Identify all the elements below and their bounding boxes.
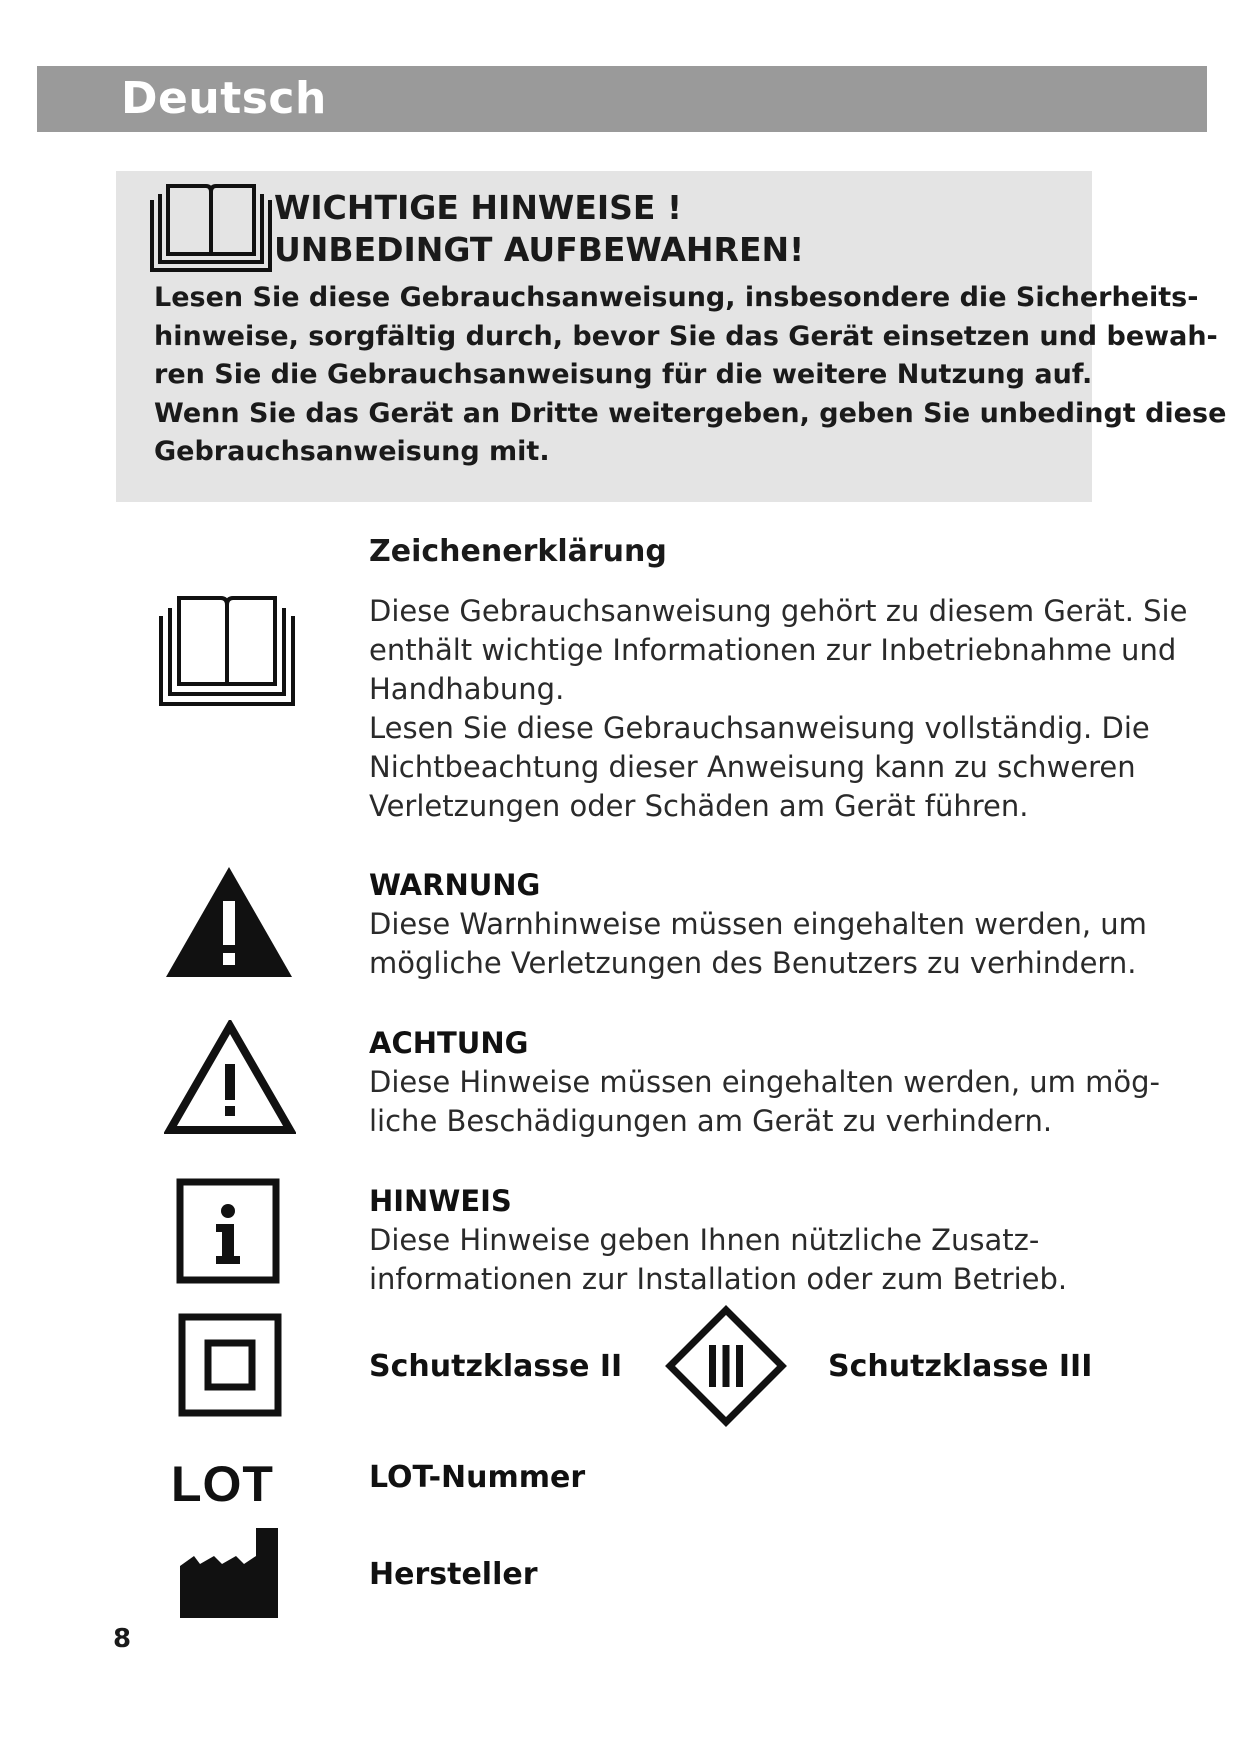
warning-description-line: Diese Warnhinweise müssen eingehalten werden, um: [369, 907, 1147, 941]
caution-title: ACHTUNG: [369, 1026, 529, 1060]
manual-description-line: Verletzungen oder Schäden am Gerät führen.: [369, 789, 1029, 823]
lot-number-label: LOT-Nummer: [369, 1460, 586, 1495]
note-title: HINWEIS: [369, 1184, 512, 1218]
note-description-line: Diese Hinweise geben Ihnen nützliche Zusatz-: [369, 1223, 1040, 1257]
manual-description-line: Diese Gebrauchsanweisung gehört zu diesem Gerät. Sie: [369, 594, 1188, 628]
caution-description-line: Diese Hinweise müssen eingehalten werden, um mög-: [369, 1065, 1161, 1099]
warning-title: WARNUNG: [369, 868, 541, 902]
warning-description-line: mögliche Verletzungen des Benutzers zu verhindern.: [369, 946, 1137, 980]
language-title: Deutsch: [121, 73, 327, 124]
manual-book-icon: [148, 182, 274, 274]
manual-description-line: Lesen Sie diese Gebrauchsanweisung vollständig. Die: [369, 711, 1150, 745]
protection-class-iii-icon: [665, 1305, 787, 1427]
manual-description-line: Nichtbeachtung dieser Anweisung kann zu schweren: [369, 750, 1136, 784]
notice-title-line: UNBEDINGT AUFBEWAHREN!: [274, 230, 805, 269]
caution-description-line: liche Beschädigungen am Gerät zu verhindern.: [369, 1104, 1053, 1138]
warning-filled-triangle-icon: [164, 865, 294, 979]
manufacturer-label: Hersteller: [369, 1557, 538, 1592]
manufacturer-factory-icon: [178, 1526, 282, 1620]
page-number: 8: [113, 1624, 132, 1654]
notice-title: [274, 187, 804, 271]
lot-icon: LOT: [171, 1456, 274, 1512]
manual-book-icon: [157, 594, 297, 708]
manual-description-line: enthält wichtige Informationen zur Inbetriebnahme und: [369, 633, 1177, 667]
protection-class-iii-label: Schutzklasse III: [828, 1349, 1093, 1384]
notice-text: [154, 279, 1227, 472]
note-description-line: informationen zur Installation oder zum Betrieb.: [369, 1262, 1068, 1296]
protection-class-ii-label: Schutzklasse II: [369, 1349, 623, 1384]
important-notice-box: [116, 171, 1227, 502]
note-entry: [369, 1182, 1109, 1299]
manual-description-line: Handhabung.: [369, 672, 565, 706]
protection-class-ii-icon: [178, 1313, 282, 1417]
notice-text-line: Gebrauchsanweisung mit.: [154, 436, 550, 468]
language-header-bar: [37, 66, 1207, 132]
notice-text-line: hinweise, sorgfältig durch, bevor Sie das Gerät einsetzen und bewah-: [154, 320, 1218, 352]
notice-text-line: ren Sie die Gebrauchsanweisung für die weitere Nutzung auf.: [154, 359, 1093, 391]
caution-entry: [369, 1024, 1161, 1141]
warning-entry: [369, 866, 1147, 983]
notice-text-line: Lesen Sie diese Gebrauchsanweisung, insbesondere die Sicherheits-: [154, 282, 1199, 313]
notice-text-line: Wenn Sie das Gerät an Dritte weitergeben, geben Sie unbedingt diese: [154, 397, 1227, 429]
info-square-icon: [176, 1178, 280, 1284]
manual-description: [369, 592, 1188, 826]
notice-title-line: WICHTIGE HINWEISE !: [274, 188, 683, 227]
legend-heading: Zeichenerklärung: [369, 534, 667, 569]
caution-outline-triangle-icon: [164, 1020, 296, 1136]
